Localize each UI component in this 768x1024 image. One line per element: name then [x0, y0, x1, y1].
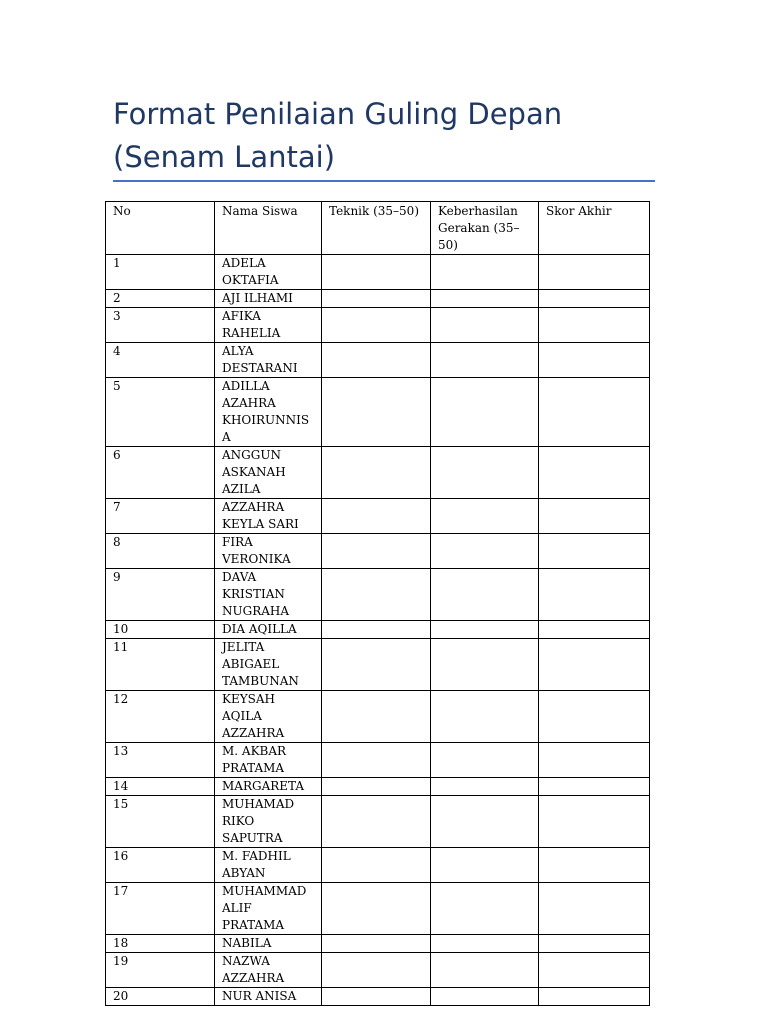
table-row — [106, 848, 650, 883]
header-no: No — [106, 202, 215, 255]
keberhasilan-cell — [431, 621, 539, 639]
skor-cell — [539, 988, 650, 1006]
skor-cell — [539, 255, 650, 290]
student-name: M. AKBAR PRATAMA — [215, 743, 322, 778]
row-no: 2 — [106, 290, 215, 308]
row-no: 1 — [106, 255, 215, 290]
table-row — [106, 988, 650, 1006]
student-name: FIRA VERONIKA — [215, 534, 322, 569]
row-no: 18 — [106, 935, 215, 953]
student-name: NUR ANISA — [215, 988, 322, 1006]
row-no: 3 — [106, 308, 215, 343]
row-no: 5 — [106, 378, 215, 447]
keberhasilan-cell — [431, 378, 539, 447]
table-header-row — [106, 202, 650, 255]
keberhasilan-cell — [431, 639, 539, 691]
teknik-cell — [322, 935, 431, 953]
teknik-cell — [322, 378, 431, 447]
table-row — [106, 447, 650, 499]
teknik-cell — [322, 883, 431, 935]
teknik-cell — [322, 848, 431, 883]
skor-cell — [539, 953, 650, 988]
teknik-cell — [322, 743, 431, 778]
title-underline — [113, 180, 655, 182]
student-name: AFIKA RAHELIA — [215, 308, 322, 343]
row-no: 16 — [106, 848, 215, 883]
keberhasilan-cell — [431, 569, 539, 621]
table-row — [106, 255, 650, 290]
row-no: 15 — [106, 796, 215, 848]
row-no: 12 — [106, 691, 215, 743]
student-name: ANGGUN ASKANAH AZILA — [215, 447, 322, 499]
table-row — [106, 569, 650, 621]
table-row — [106, 499, 650, 534]
row-no: 13 — [106, 743, 215, 778]
skor-cell — [539, 499, 650, 534]
teknik-cell — [322, 796, 431, 848]
student-name: KEYSAH AQILA AZZAHRA — [215, 691, 322, 743]
teknik-cell — [322, 569, 431, 621]
table-row — [106, 290, 650, 308]
skor-cell — [539, 621, 650, 639]
student-name: AJI ILHAMI — [215, 290, 322, 308]
skor-cell — [539, 343, 650, 378]
skor-cell — [539, 290, 650, 308]
teknik-cell — [322, 534, 431, 569]
table-row — [106, 343, 650, 378]
table-row — [106, 796, 650, 848]
header-name: Nama Siswa — [215, 202, 322, 255]
student-name: JELITA ABIGAEL TAMBUNAN — [215, 639, 322, 691]
student-name: DAVA KRISTIAN NUGRAHA — [215, 569, 322, 621]
row-no: 7 — [106, 499, 215, 534]
student-name: MUHAMMAD ALIF PRATAMA — [215, 883, 322, 935]
skor-cell — [539, 743, 650, 778]
table-row — [106, 534, 650, 569]
skor-cell — [539, 569, 650, 621]
skor-cell — [539, 447, 650, 499]
teknik-cell — [322, 308, 431, 343]
teknik-cell — [322, 499, 431, 534]
document-title: Format Penilaian Guling Depan (Senam Lantai) — [113, 97, 563, 174]
student-name: MUHAMAD RIKO SAPUTRA — [215, 796, 322, 848]
student-name: ADILLA AZAHRA KHOIRUNNISA — [215, 378, 322, 447]
skor-cell — [539, 883, 650, 935]
row-no: 14 — [106, 778, 215, 796]
keberhasilan-cell — [431, 343, 539, 378]
keberhasilan-cell — [431, 743, 539, 778]
table-body — [106, 255, 650, 1006]
student-name: M. FADHIL ABYAN — [215, 848, 322, 883]
keberhasilan-cell — [431, 255, 539, 290]
skor-cell — [539, 534, 650, 569]
keberhasilan-cell — [431, 778, 539, 796]
keberhasilan-cell — [431, 953, 539, 988]
row-no: 20 — [106, 988, 215, 1006]
table-row — [106, 378, 650, 447]
table-row — [106, 953, 650, 988]
header-teknik: Teknik (35–50) — [322, 202, 431, 255]
table-row — [106, 639, 650, 691]
header-keberhasilan: Keberhasilan Gerakan (35–50) — [431, 202, 539, 255]
keberhasilan-cell — [431, 447, 539, 499]
skor-cell — [539, 796, 650, 848]
teknik-cell — [322, 255, 431, 290]
row-no: 9 — [106, 569, 215, 621]
table-row — [106, 691, 650, 743]
teknik-cell — [322, 691, 431, 743]
student-name: MARGARETA — [215, 778, 322, 796]
student-name: DIA AQILLA — [215, 621, 322, 639]
skor-cell — [539, 848, 650, 883]
student-name: ALYA DESTARANI — [215, 343, 322, 378]
keberhasilan-cell — [431, 691, 539, 743]
table-row — [106, 778, 650, 796]
teknik-cell — [322, 343, 431, 378]
student-name: ADELA OKTAFIA — [215, 255, 322, 290]
keberhasilan-cell — [431, 796, 539, 848]
skor-cell — [539, 778, 650, 796]
keberhasilan-cell — [431, 290, 539, 308]
teknik-cell — [322, 639, 431, 691]
grade-table — [105, 201, 650, 1006]
keberhasilan-cell — [431, 499, 539, 534]
row-no: 4 — [106, 343, 215, 378]
teknik-cell — [322, 447, 431, 499]
table-row — [106, 935, 650, 953]
skor-cell — [539, 691, 650, 743]
table-row — [106, 883, 650, 935]
teknik-cell — [322, 290, 431, 308]
keberhasilan-cell — [431, 988, 539, 1006]
keberhasilan-cell — [431, 883, 539, 935]
teknik-cell — [322, 988, 431, 1006]
teknik-cell — [322, 953, 431, 988]
header-skor: Skor Akhir — [539, 202, 650, 255]
skor-cell — [539, 639, 650, 691]
student-name: AZZAHRA KEYLA SARI — [215, 499, 322, 534]
row-no: 10 — [106, 621, 215, 639]
teknik-cell — [322, 778, 431, 796]
student-name: NABILA — [215, 935, 322, 953]
keberhasilan-cell — [431, 308, 539, 343]
student-name: NAZWA AZZAHRA — [215, 953, 322, 988]
row-no: 8 — [106, 534, 215, 569]
table-row — [106, 308, 650, 343]
keberhasilan-cell — [431, 848, 539, 883]
keberhasilan-cell — [431, 935, 539, 953]
row-no: 19 — [106, 953, 215, 988]
skor-cell — [539, 935, 650, 953]
table-row — [106, 743, 650, 778]
skor-cell — [539, 378, 650, 447]
skor-cell — [539, 308, 650, 343]
teknik-cell — [322, 621, 431, 639]
row-no: 11 — [106, 639, 215, 691]
row-no: 6 — [106, 447, 215, 499]
table-row — [106, 621, 650, 639]
keberhasilan-cell — [431, 534, 539, 569]
row-no: 17 — [106, 883, 215, 935]
